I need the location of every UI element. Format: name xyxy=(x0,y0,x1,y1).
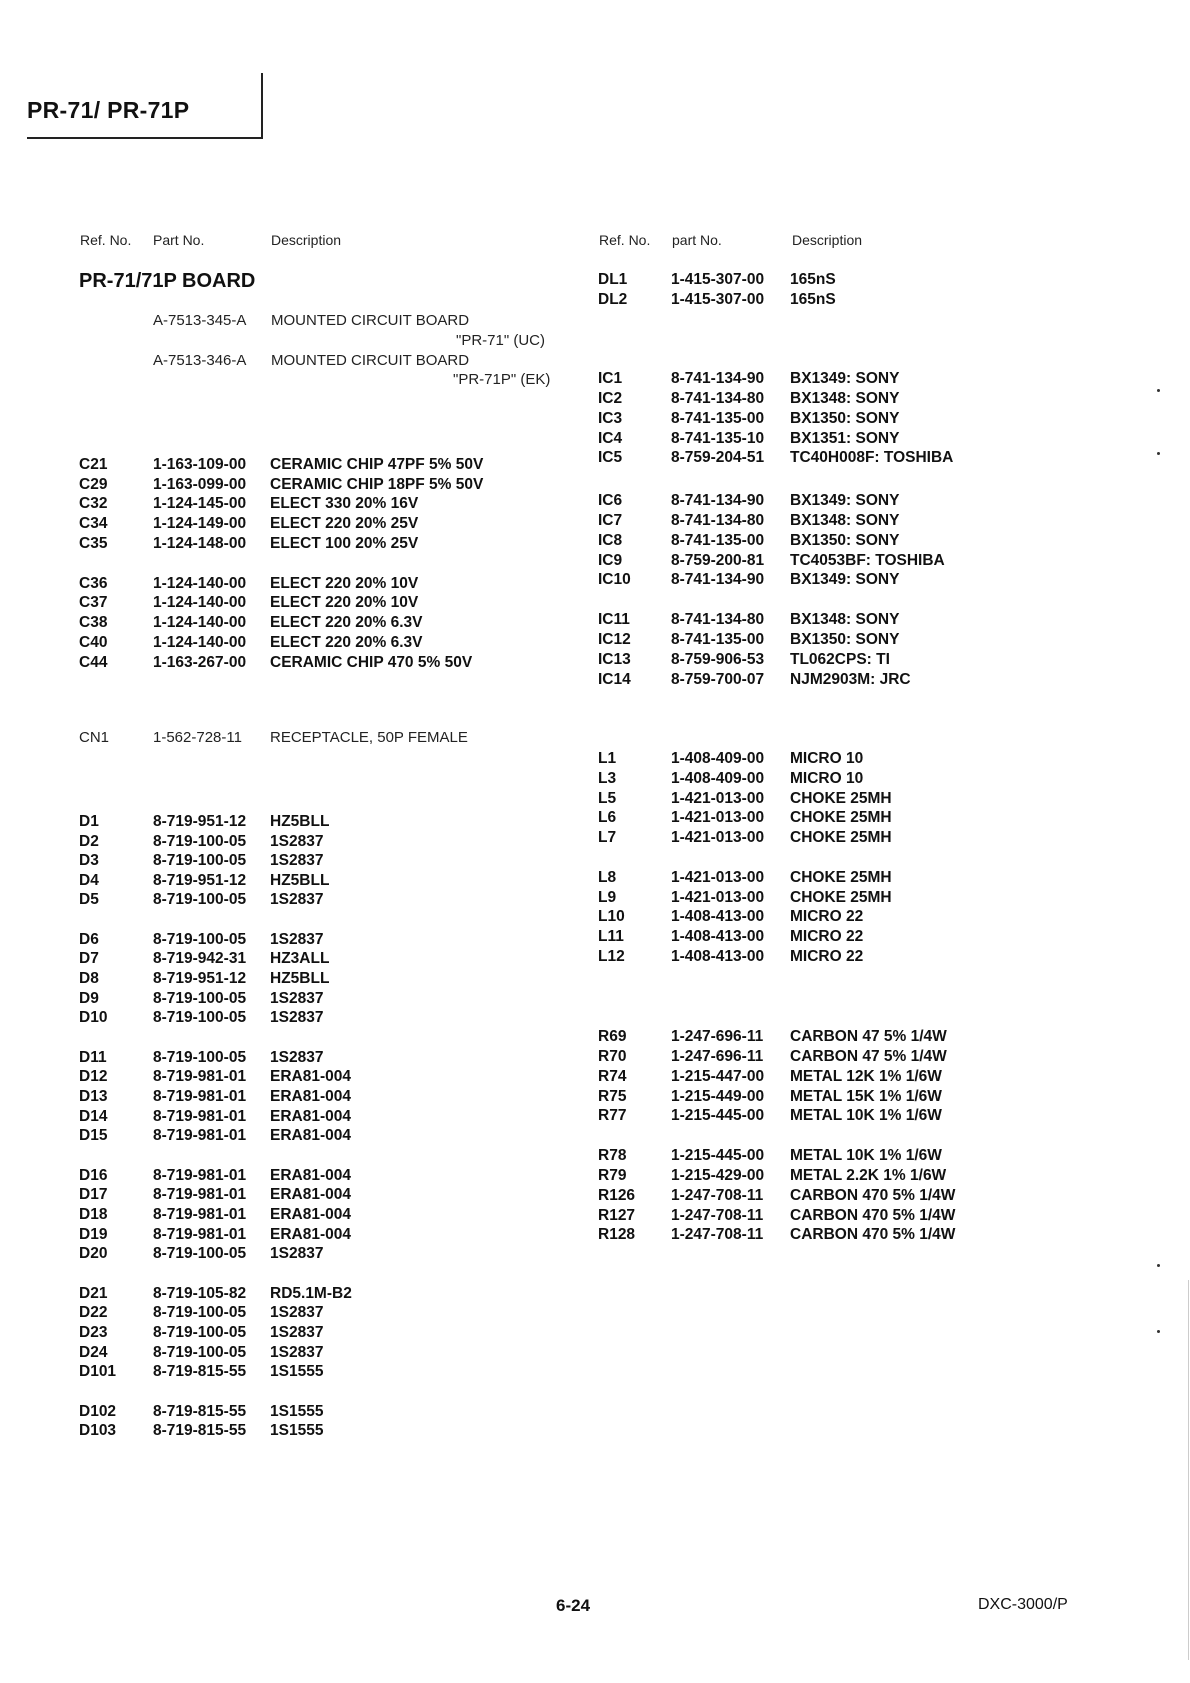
part-row xyxy=(0,1362,1190,1382)
ref-number: D20 xyxy=(79,1245,108,1262)
ref-number: D22 xyxy=(79,1304,108,1321)
right-header-desc: Description xyxy=(792,232,863,248)
part-number: 8-719-100-05 xyxy=(153,1245,247,1262)
ref-number: R78 xyxy=(598,1147,627,1164)
part-number: 8-719-981-01 xyxy=(153,1088,247,1105)
description: 1S2837 xyxy=(270,852,324,869)
part-row xyxy=(0,1126,1190,1146)
left-header-ref: Ref. No. xyxy=(80,232,132,248)
part-number: A-7513-345-A xyxy=(153,312,247,329)
ref-number: IC5 xyxy=(598,449,623,466)
part-row xyxy=(0,888,1190,908)
description: ERA81-004 xyxy=(270,1206,351,1223)
right-header-part: part No. xyxy=(672,232,722,248)
ref-number: D16 xyxy=(79,1167,108,1184)
part-row xyxy=(0,1106,1190,1126)
ref-number: IC11 xyxy=(598,611,630,628)
description: CARBON 470 5% 1/4W xyxy=(790,1187,956,1204)
part-row xyxy=(0,630,1190,650)
part-row xyxy=(0,1343,1190,1363)
part-row xyxy=(0,728,1190,748)
description: HZ5BLL xyxy=(270,813,330,830)
ref-number: IC9 xyxy=(598,552,623,569)
part-number: 8-719-951-12 xyxy=(153,872,247,889)
ref-number: R70 xyxy=(598,1048,627,1065)
part-number: A-7513-346-A xyxy=(153,352,247,369)
board-note: "PR-71" (UC) xyxy=(456,332,545,349)
description: HZ5BLL xyxy=(270,872,330,889)
description: ELECT 330 20% 16V xyxy=(270,495,419,512)
part-number: 8-719-100-05 xyxy=(153,990,247,1007)
part-number: 1-215-445-00 xyxy=(671,1107,765,1124)
description: ELECT 100 20% 25V xyxy=(270,535,419,552)
part-number: 1-408-413-00 xyxy=(671,948,765,965)
description: HZ5BLL xyxy=(270,970,330,987)
part-row xyxy=(0,491,1190,511)
description: CHOKE 25MH xyxy=(790,869,892,886)
part-number: 1-421-013-00 xyxy=(671,829,765,846)
part-row xyxy=(0,1087,1190,1107)
part-number: 1-247-708-11 xyxy=(671,1226,764,1243)
ref-number: L5 xyxy=(598,790,617,807)
part-number: 1-415-307-00 xyxy=(671,271,765,288)
ref-number: D14 xyxy=(79,1108,108,1125)
ref-number: IC7 xyxy=(598,512,623,529)
part-row xyxy=(0,749,1190,769)
part-row xyxy=(0,1008,1190,1028)
ref-number: C36 xyxy=(79,575,108,592)
ref-number: D103 xyxy=(79,1422,117,1439)
scan-dot xyxy=(1157,1264,1160,1267)
part-row xyxy=(0,969,1190,989)
description: BX1348: SONY xyxy=(790,512,900,529)
description: BX1350: SONY xyxy=(790,410,900,427)
description: ELECT 220 20% 6.3V xyxy=(270,634,423,651)
board-row xyxy=(0,311,600,331)
ref-number: D4 xyxy=(79,872,99,889)
ref-number: IC12 xyxy=(598,631,631,648)
ref-number: R128 xyxy=(598,1226,636,1243)
part-number: 1-421-013-00 xyxy=(671,889,765,906)
ref-number: IC3 xyxy=(598,410,623,427)
scan-edge xyxy=(1188,1280,1189,1660)
description: ERA81-004 xyxy=(270,1186,351,1203)
left-header-desc: Description xyxy=(271,232,342,248)
part-number: 1-408-413-00 xyxy=(671,928,765,945)
description: 1S1555 xyxy=(270,1363,324,1380)
part-row xyxy=(0,570,1190,590)
part-row xyxy=(0,369,1190,389)
part-number: 1-124-140-00 xyxy=(153,575,247,592)
part-row xyxy=(0,927,1190,947)
left-header-part: Part No. xyxy=(153,232,205,248)
right-header-ref: Ref. No. xyxy=(599,232,651,248)
model-number: DXC-3000/P xyxy=(978,1596,1068,1613)
part-number: 1-421-013-00 xyxy=(671,790,765,807)
ref-number: D24 xyxy=(79,1344,108,1361)
description: 1S2837 xyxy=(270,833,324,850)
part-number: 8-719-100-05 xyxy=(153,833,247,850)
part-row xyxy=(0,650,1190,670)
part-row xyxy=(0,1067,1190,1087)
ref-number: L11 xyxy=(598,928,624,945)
description: METAL 2.2K 1% 1/6W xyxy=(790,1167,947,1184)
ref-number: CN1 xyxy=(79,729,110,746)
part-number: 8-741-134-80 xyxy=(671,512,765,529)
ref-number: D8 xyxy=(79,970,99,987)
ref-number: IC13 xyxy=(598,651,631,668)
page-title: PR-71/ PR-71P xyxy=(27,97,190,123)
description: BX1349: SONY xyxy=(790,370,900,387)
page-number: 6-24 xyxy=(556,1596,591,1615)
scan-dot xyxy=(1157,452,1160,455)
ref-number: IC14 xyxy=(598,671,631,688)
description: ELECT 220 20% 10V xyxy=(270,575,419,592)
part-number: 1-421-013-00 xyxy=(671,869,765,886)
ref-number: L1 xyxy=(598,750,617,767)
description: METAL 15K 1% 1/6W xyxy=(790,1088,942,1105)
part-row xyxy=(0,1047,1190,1067)
description: CERAMIC CHIP 18PF 5% 50V xyxy=(270,476,484,493)
description: ERA81-004 xyxy=(270,1108,351,1125)
ref-number: D19 xyxy=(79,1226,108,1243)
ref-number: L8 xyxy=(598,869,617,886)
part-row xyxy=(0,1421,1190,1441)
part-row xyxy=(0,551,1190,571)
part-row xyxy=(0,1244,1190,1264)
description: CARBON 470 5% 1/4W xyxy=(790,1226,956,1243)
part-row xyxy=(0,1027,1190,1047)
description: METAL 12K 1% 1/6W xyxy=(790,1068,942,1085)
ref-number: C37 xyxy=(79,594,108,611)
ref-number: D2 xyxy=(79,833,99,850)
part-number: 8-719-815-55 xyxy=(153,1403,247,1420)
part-row xyxy=(0,429,1190,449)
ref-number: C34 xyxy=(79,515,108,532)
part-number: 1-215-447-00 xyxy=(671,1068,765,1085)
description: MICRO 22 xyxy=(790,948,864,965)
part-number: 1-408-409-00 xyxy=(671,770,765,787)
description: ERA81-004 xyxy=(270,1226,351,1243)
description: 1S1555 xyxy=(270,1422,324,1439)
description: ERA81-004 xyxy=(270,1127,351,1144)
part-number: 8-741-135-00 xyxy=(671,532,765,549)
ref-number: C29 xyxy=(79,476,108,493)
part-row xyxy=(0,610,1190,630)
part-number: 8-719-100-05 xyxy=(153,931,247,948)
description: 165nS xyxy=(790,271,836,288)
ref-number: D12 xyxy=(79,1068,108,1085)
part-number: 1-408-413-00 xyxy=(671,908,765,925)
part-row xyxy=(0,1146,1190,1166)
part-number: 8-719-951-12 xyxy=(153,813,247,830)
description: 1S2837 xyxy=(270,1344,324,1361)
part-number: 1-124-140-00 xyxy=(153,594,247,611)
board-title: PR-71/71P BOARD xyxy=(79,270,256,292)
description: HZ3ALL xyxy=(270,950,330,967)
part-number: 1-408-409-00 xyxy=(671,750,765,767)
ref-number: IC6 xyxy=(598,492,623,509)
part-number: 8-719-981-01 xyxy=(153,1186,247,1203)
ref-number: IC10 xyxy=(598,571,631,588)
part-number: 8-741-134-90 xyxy=(671,571,765,588)
description: CERAMIC CHIP 47PF 5% 50V xyxy=(270,456,484,473)
part-number: 1-124-148-00 xyxy=(153,535,247,552)
part-number: 8-719-100-05 xyxy=(153,1009,247,1026)
ref-number: D23 xyxy=(79,1324,108,1341)
ref-number: R126 xyxy=(598,1187,636,1204)
ref-number: R79 xyxy=(598,1167,627,1184)
part-number: 8-741-134-80 xyxy=(671,611,765,628)
part-number: 8-741-135-00 xyxy=(671,631,765,648)
ref-number: IC8 xyxy=(598,532,623,549)
ref-number: DL1 xyxy=(598,271,628,288)
description: RECEPTACLE, 50P FEMALE xyxy=(270,729,468,746)
part-row xyxy=(0,828,1190,848)
part-row xyxy=(0,270,1190,290)
part-row xyxy=(0,808,1190,828)
description: METAL 10K 1% 1/6W xyxy=(790,1147,942,1164)
ref-number: D15 xyxy=(79,1127,108,1144)
description: MICRO 10 xyxy=(790,770,864,787)
ref-number: IC4 xyxy=(598,430,623,447)
ref-number: R74 xyxy=(598,1068,627,1085)
description: 1S2837 xyxy=(270,1304,324,1321)
description: CARBON 47 5% 1/4W xyxy=(790,1048,947,1065)
description: MOUNTED CIRCUIT BOARD xyxy=(271,312,470,329)
description: ERA81-004 xyxy=(270,1068,351,1085)
part-row xyxy=(0,947,1190,967)
ref-number: L9 xyxy=(598,889,617,906)
description: BX1349: SONY xyxy=(790,571,900,588)
part-row xyxy=(0,448,1190,468)
part-row xyxy=(0,511,1190,531)
part-number: 8-719-815-55 xyxy=(153,1422,247,1439)
description: 1S2837 xyxy=(270,1009,324,1026)
description: BX1350: SONY xyxy=(790,532,900,549)
ref-number: C44 xyxy=(79,654,108,671)
description: BX1349: SONY xyxy=(790,492,900,509)
part-number: 1-247-708-11 xyxy=(671,1207,764,1224)
board-row xyxy=(0,351,600,371)
description: 1S2837 xyxy=(270,931,324,948)
ref-number: IC1 xyxy=(598,370,623,387)
ref-number: D101 xyxy=(79,1363,117,1380)
part-row xyxy=(0,769,1190,789)
description: ELECT 220 20% 10V xyxy=(270,594,419,611)
title-divider-horizontal xyxy=(27,137,263,139)
description: 1S2837 xyxy=(270,1324,324,1341)
description: BX1351: SONY xyxy=(790,430,900,447)
part-number: 1-163-267-00 xyxy=(153,654,247,671)
part-row xyxy=(0,1284,1190,1304)
scan-dot xyxy=(1157,1330,1160,1333)
part-number: 8-719-100-05 xyxy=(153,891,247,908)
part-row xyxy=(0,531,1190,551)
ref-number: R75 xyxy=(598,1088,627,1105)
part-number: 8-719-981-01 xyxy=(153,1167,247,1184)
description: TC4053BF: TOSHIBA xyxy=(790,552,945,569)
ref-number: C35 xyxy=(79,535,108,552)
ref-number: L7 xyxy=(598,829,617,846)
description: ERA81-004 xyxy=(270,1167,351,1184)
ref-number: D3 xyxy=(79,852,99,869)
description: NJM2903M: JRC xyxy=(790,671,911,688)
ref-number: DL2 xyxy=(598,291,628,308)
ref-number: D17 xyxy=(79,1186,108,1203)
part-number: 8-741-134-90 xyxy=(671,492,765,509)
ref-number: D5 xyxy=(79,891,99,908)
description: MICRO 22 xyxy=(790,928,864,945)
part-row xyxy=(0,989,1190,1009)
part-number: 1-562-728-11 xyxy=(153,729,242,746)
description: 1S2837 xyxy=(270,1049,324,1066)
part-number: 8-719-100-05 xyxy=(153,1304,247,1321)
description: CHOKE 25MH xyxy=(790,809,892,826)
part-number: 8-719-100-05 xyxy=(153,852,247,869)
ref-number: D21 xyxy=(79,1285,108,1302)
ref-number: C40 xyxy=(79,634,108,651)
description: CERAMIC CHIP 470 5% 50V xyxy=(270,654,473,671)
description: RD5.1M-B2 xyxy=(270,1285,352,1302)
ref-number: L10 xyxy=(598,908,625,925)
ref-number: D9 xyxy=(79,990,99,1007)
part-row xyxy=(0,1166,1190,1186)
part-number: 8-719-981-01 xyxy=(153,1108,247,1125)
part-number: 1-163-109-00 xyxy=(153,456,247,473)
description: 1S2837 xyxy=(270,990,324,1007)
part-number: 8-741-135-10 xyxy=(671,430,765,447)
part-row xyxy=(0,1225,1190,1245)
part-row xyxy=(0,1323,1190,1343)
part-row xyxy=(0,1206,1190,1226)
ref-number: D18 xyxy=(79,1206,108,1223)
description: METAL 10K 1% 1/6W xyxy=(790,1107,942,1124)
description: BX1348: SONY xyxy=(790,390,900,407)
part-number: 1-247-708-11 xyxy=(671,1187,764,1204)
part-number: 1-247-696-11 xyxy=(671,1028,764,1045)
part-row xyxy=(0,290,1190,310)
ref-number: D6 xyxy=(79,931,99,948)
description: 165nS xyxy=(790,291,836,308)
description: CHOKE 25MH xyxy=(790,790,892,807)
part-number: 1-124-140-00 xyxy=(153,634,247,651)
ref-number: R127 xyxy=(598,1207,636,1224)
description: ELECT 220 20% 25V xyxy=(270,515,419,532)
part-number: 8-719-981-01 xyxy=(153,1068,247,1085)
description: TC40H008F: TOSHIBA xyxy=(790,449,954,466)
part-row xyxy=(0,868,1190,888)
ref-number: L12 xyxy=(598,948,625,965)
part-number: 8-719-942-31 xyxy=(153,950,247,967)
part-row xyxy=(0,907,1190,927)
ref-number: D11 xyxy=(79,1049,107,1066)
part-number: 8-719-100-05 xyxy=(153,1344,247,1361)
part-number: 1-124-149-00 xyxy=(153,515,247,532)
description: CHOKE 25MH xyxy=(790,829,892,846)
part-number: 1-247-696-11 xyxy=(671,1048,764,1065)
part-number: 8-759-200-81 xyxy=(671,552,765,569)
part-number: 8-719-981-01 xyxy=(153,1127,247,1144)
part-number: 1-215-445-00 xyxy=(671,1147,765,1164)
part-number: 8-759-700-07 xyxy=(671,671,765,688)
board-note: "PR-71P" (EK) xyxy=(453,371,551,388)
ref-number: D102 xyxy=(79,1403,117,1420)
title-divider-vertical xyxy=(261,73,263,139)
part-number: 8-719-981-01 xyxy=(153,1226,247,1243)
part-number: 8-741-135-00 xyxy=(671,410,765,427)
ref-number: C38 xyxy=(79,614,108,631)
description: CARBON 470 5% 1/4W xyxy=(790,1207,956,1224)
ref-number: IC2 xyxy=(598,390,623,407)
ref-number: D10 xyxy=(79,1009,108,1026)
ref-number: L3 xyxy=(598,770,617,787)
part-number: 8-719-815-55 xyxy=(153,1363,247,1380)
part-number: 8-719-951-12 xyxy=(153,970,247,987)
description: BX1350: SONY xyxy=(790,631,900,648)
part-number: 8-719-100-05 xyxy=(153,1324,247,1341)
part-row xyxy=(0,389,1190,409)
description: 1S1555 xyxy=(270,1403,324,1420)
description: ELECT 220 20% 6.3V xyxy=(270,614,423,631)
scan-dot xyxy=(1157,389,1160,392)
ref-number: C32 xyxy=(79,495,108,512)
description: 1S2837 xyxy=(270,1245,324,1262)
part-number: 8-759-906-53 xyxy=(671,651,765,668)
part-row xyxy=(0,409,1190,429)
description: 1S2837 xyxy=(270,891,324,908)
ref-number: C21 xyxy=(79,456,108,473)
part-row xyxy=(0,1303,1190,1323)
ref-number: R69 xyxy=(598,1028,627,1045)
description: CHOKE 25MH xyxy=(790,889,892,906)
part-number: 8-719-105-82 xyxy=(153,1285,247,1302)
part-number: 1-163-099-00 xyxy=(153,476,247,493)
description: TL062CPS: TI xyxy=(790,651,890,668)
ref-number: D13 xyxy=(79,1088,108,1105)
part-number: 8-741-134-80 xyxy=(671,390,765,407)
ref-number: D7 xyxy=(79,950,99,967)
part-number: 1-124-140-00 xyxy=(153,614,247,631)
ref-number: L6 xyxy=(598,809,617,826)
part-number: 1-215-429-00 xyxy=(671,1167,765,1184)
part-row xyxy=(0,670,1190,690)
description: MICRO 22 xyxy=(790,908,864,925)
part-number: 8-719-100-05 xyxy=(153,1049,247,1066)
description: MICRO 10 xyxy=(790,750,864,767)
part-number: 8-719-981-01 xyxy=(153,1206,247,1223)
description: MOUNTED CIRCUIT BOARD xyxy=(271,352,470,369)
part-row xyxy=(0,1186,1190,1206)
ref-number: D1 xyxy=(79,813,99,830)
description: ERA81-004 xyxy=(270,1088,351,1105)
part-row xyxy=(0,1402,1190,1422)
part-number: 1-215-449-00 xyxy=(671,1088,765,1105)
part-row xyxy=(0,789,1190,809)
description: CARBON 47 5% 1/4W xyxy=(790,1028,947,1045)
ref-number: R77 xyxy=(598,1107,627,1124)
part-number: 1-421-013-00 xyxy=(671,809,765,826)
part-number: 1-415-307-00 xyxy=(671,291,765,308)
part-number: 1-124-145-00 xyxy=(153,495,247,512)
part-number: 8-741-134-90 xyxy=(671,370,765,387)
part-number: 8-759-204-51 xyxy=(671,449,765,466)
description: BX1348: SONY xyxy=(790,611,900,628)
